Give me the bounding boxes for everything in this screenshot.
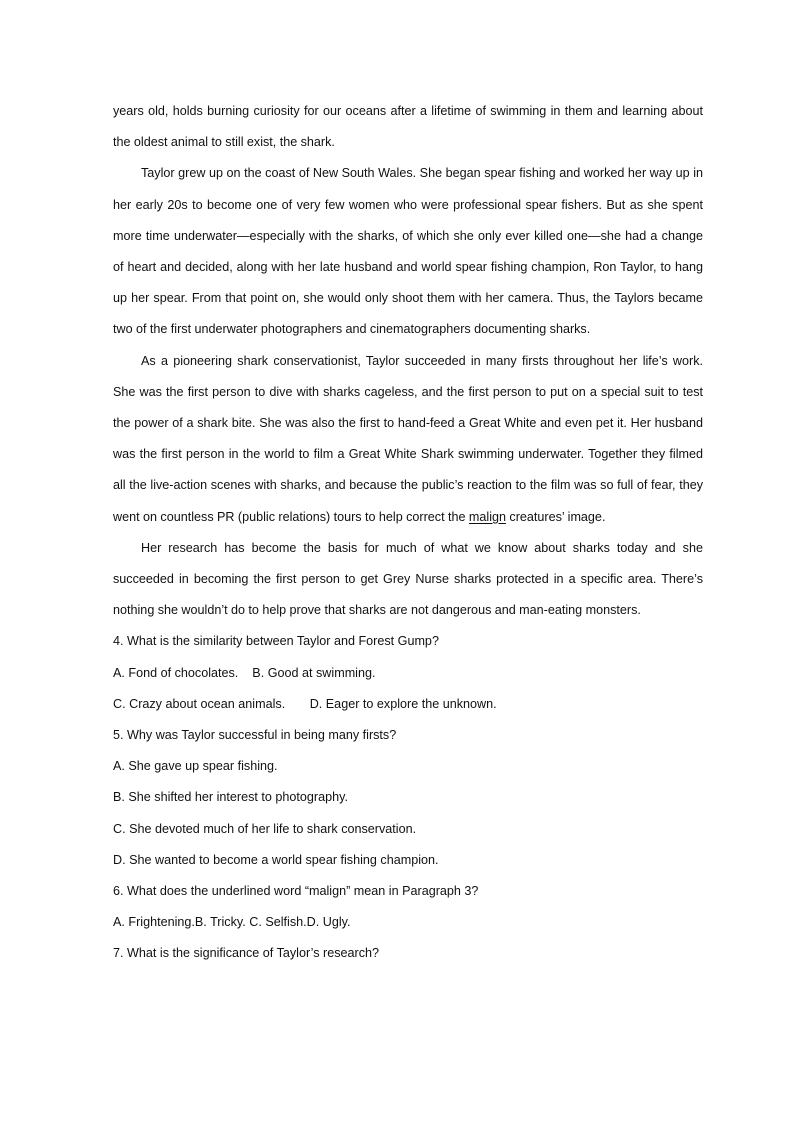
passage-paragraph-2 [113, 346, 703, 533]
question-5-option-c: C. She devoted much of her life to shark conservation. [113, 821, 417, 836]
document-page [113, 96, 703, 970]
paragraph-2-text-before: As a pioneering shark conservationist, Taylor succeeded in many firsts throughout her life’s work. She was the first person to dive with sharks cageless, and the first person to put on a special suit to test the power of a shark bite. She was also the first to hand-feed a Great White and even pet it. Her husband was the first person in the world to film a Great White Shark swimming underwater. Together they filmed all the live-action scenes with sharks, and because the public’s reaction to the film was so full of fear, they went on countless PR (public relations) tours to help correct the [113, 353, 703, 524]
question-5-option-d: D. She wanted to become a world spear fishing champion. [113, 852, 439, 867]
question-6-options: A. Frightening.B. Tricky. C. Selfish.D. Ugly. [113, 915, 351, 930]
question-7-stem: 7. What is the significance of Taylor’s research? [113, 946, 379, 961]
question-5-option-a: A. She gave up spear fishing. [113, 759, 278, 774]
question-4-stem: 4. What is the similarity between Taylor and Forest Gump? [113, 634, 439, 649]
question-5-option-b: B. She shifted her interest to photography. [113, 790, 348, 805]
underlined-word-malign: malign [468, 509, 507, 524]
passage-paragraph-1: Taylor grew up on the coast of New South Wales. She began spear fishing and worked her way up in her early 20s to become one of very few women who were professional spear fishers. But as she spent more time underwater—especially with the sharks, of which she only ever killed one—she had a change of heart and decided, along with her late husband and world spear fishing champion, Ron Taylor, to hang up her spear. From that point on, she would only shoot them with her camera. Thus, the Taylors became two of the first underwater photographers and cinematographers documenting sharks. [113, 166, 703, 337]
question-5-stem: 5. Why was Taylor successful in being many firsts? [113, 728, 397, 743]
question-4-options-ab: A. Fond of chocolates. B. Good at swimming. [113, 665, 376, 680]
paragraph-2-text-after: creatures’ image. [506, 509, 606, 524]
question-6-stem: 6. What does the underlined word “malign” mean in Paragraph 3? [113, 884, 479, 899]
passage-paragraph-continued: years old, holds burning curiosity for our oceans after a lifetime of swimming in them and learning about the oldest animal to still exist, the shark. [113, 104, 703, 150]
question-4-options-cd: C. Crazy about ocean animals. D. Eager to explore the unknown. [113, 696, 497, 711]
passage-paragraph-3: Her research has become the basis for much of what we know about sharks today and she succeeded in becoming the first person to get Grey Nurse sharks protected in a specific area. There’s nothing she wouldn’t do to help prove that sharks are not dangerous and man-eating monsters. [113, 540, 703, 618]
